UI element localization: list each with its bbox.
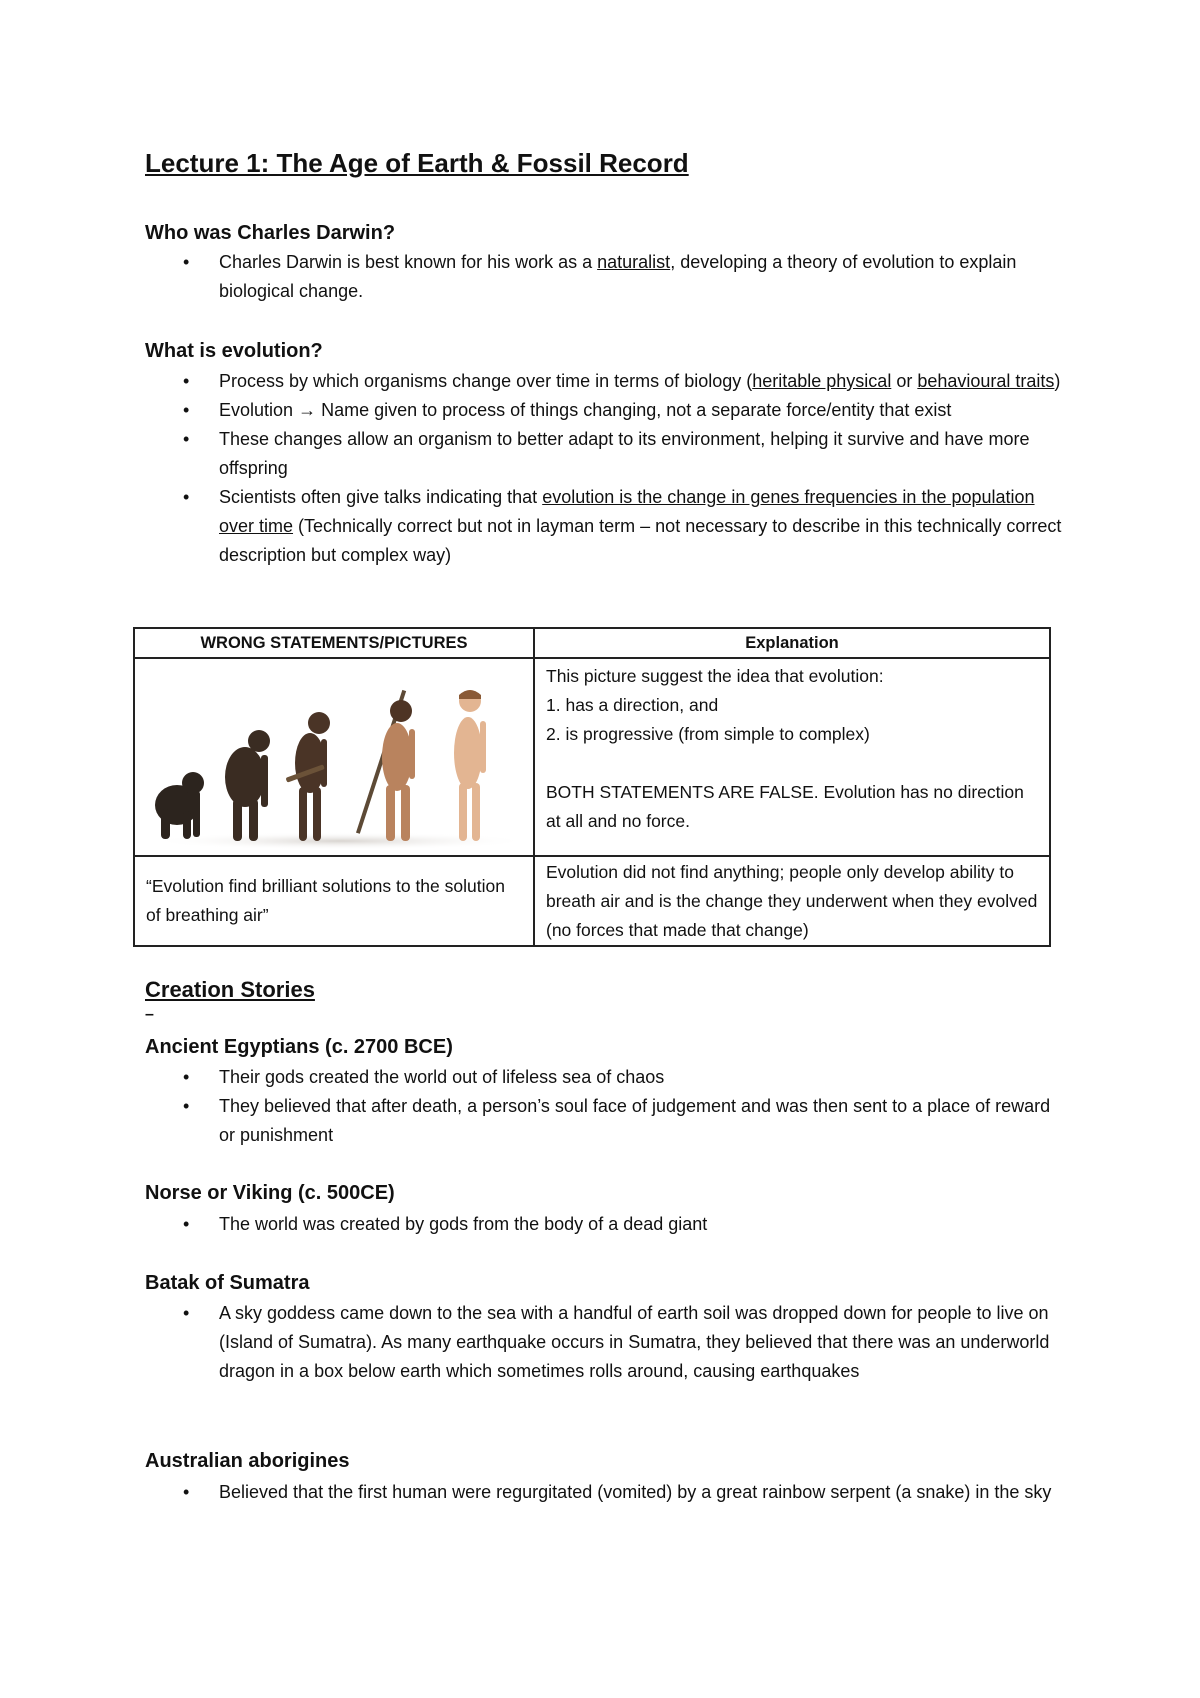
- list-egyptians: [145, 1063, 1065, 1150]
- heading-creation-stories: Creation Stories: [145, 977, 315, 1002]
- human-figure-5: [454, 690, 486, 841]
- picture-explanation-cell: [534, 658, 1050, 856]
- list-item: • The world was created by gods from the body of a dead giant: [145, 1210, 1065, 1239]
- table-header-wrong: WRONG STATEMENTS/PICTURES: [134, 628, 534, 658]
- dash-mark: –: [145, 1006, 154, 1023]
- list-aborigines: [145, 1478, 1065, 1507]
- march-of-progress-image: [135, 659, 533, 855]
- evolution-march-picture-cell: [134, 658, 534, 856]
- heading-evolution: What is evolution?: [145, 340, 323, 362]
- ape-figure-2: [225, 730, 270, 841]
- list-item: • Process by which organisms change over time in terms of biology (heritable physical or behavioural traits): [145, 367, 1065, 396]
- explanation-line: 1. has a direction, and: [546, 695, 719, 715]
- heading-egyptians: Ancient Egyptians (c. 2700 BCE): [145, 1036, 453, 1058]
- list-norse: [145, 1210, 1065, 1239]
- list-item: • Their gods created the world out of lifeless sea of chaos: [145, 1063, 1065, 1092]
- table-header-row: [134, 628, 1050, 658]
- heading-darwin: Who was Charles Darwin?: [145, 222, 396, 244]
- table-header-explanation: Explanation: [534, 628, 1050, 658]
- explanation-line: 2. is progressive (from simple to complex): [546, 724, 870, 744]
- list-item: • Believed that the first human were regurgitated (vomited) by a great rainbow serpent (a snake) in the sky: [145, 1478, 1065, 1507]
- list-item: • Charles Darwin is best known for his work as a naturalist, developing a theory of evolution to explain biological change.: [145, 248, 1065, 306]
- spacer: [546, 749, 1039, 778]
- wrong-statement-cell: “Evolution find brilliant solutions to the solution of breathing air”: [134, 856, 534, 946]
- explanation-line: BOTH STATEMENTS ARE FALSE. Evolution has no direction at all and no force.: [546, 782, 1024, 831]
- list-darwin: [145, 248, 1065, 306]
- list-item: • They believed that after death, a person’s soul face of judgement and was then sent to a place of reward or punishment: [145, 1092, 1065, 1150]
- explanation-line: This picture suggest the idea that evolution:: [546, 666, 884, 686]
- ape-figure-1: [155, 772, 204, 839]
- list-item: • These changes allow an organism to better adapt to its environment, helping it survive and have more offspring: [145, 425, 1065, 483]
- list-batak: [145, 1299, 1065, 1386]
- heading-aborigines: Australian aborigines: [145, 1450, 350, 1472]
- table-row: [134, 658, 1050, 856]
- list-item: • Evolution → Name given to process of things changing, not a separate force/entity that exist: [145, 396, 1065, 425]
- evolution-misconceptions-table: [133, 627, 1051, 947]
- statement-explanation-cell: Evolution did not find anything; people only develop ability to breath air and is the change they underwent when they evolved (no forces that made that change): [534, 856, 1050, 946]
- heading-norse: Norse or Viking (c. 500CE): [145, 1182, 395, 1204]
- arrow-right-icon: →: [298, 400, 317, 420]
- caveman-figure-4: [356, 690, 415, 841]
- list-item: • Scientists often give talks indicating that evolution is the change in genes frequencies in the population over time (Technically correct but not in layman term – not necessary to describe in this technically correct description but complex way): [145, 483, 1065, 570]
- list-item: • A sky goddess came down to the sea with a handful of earth soil was dropped down for people to live on (Island of Sumatra). As many earthquake occurs in Sumatra, they believed that there was an underworld dragon in a box below earth which sometimes rolls around, causing earthquakes: [145, 1299, 1065, 1386]
- table-row: [134, 856, 1050, 946]
- hominid-figure-3: [286, 712, 330, 841]
- heading-batak: Batak of Sumatra: [145, 1272, 310, 1294]
- page-title: Lecture 1: The Age of Earth & Fossil Record: [145, 148, 689, 178]
- list-evolution: [145, 367, 1065, 570]
